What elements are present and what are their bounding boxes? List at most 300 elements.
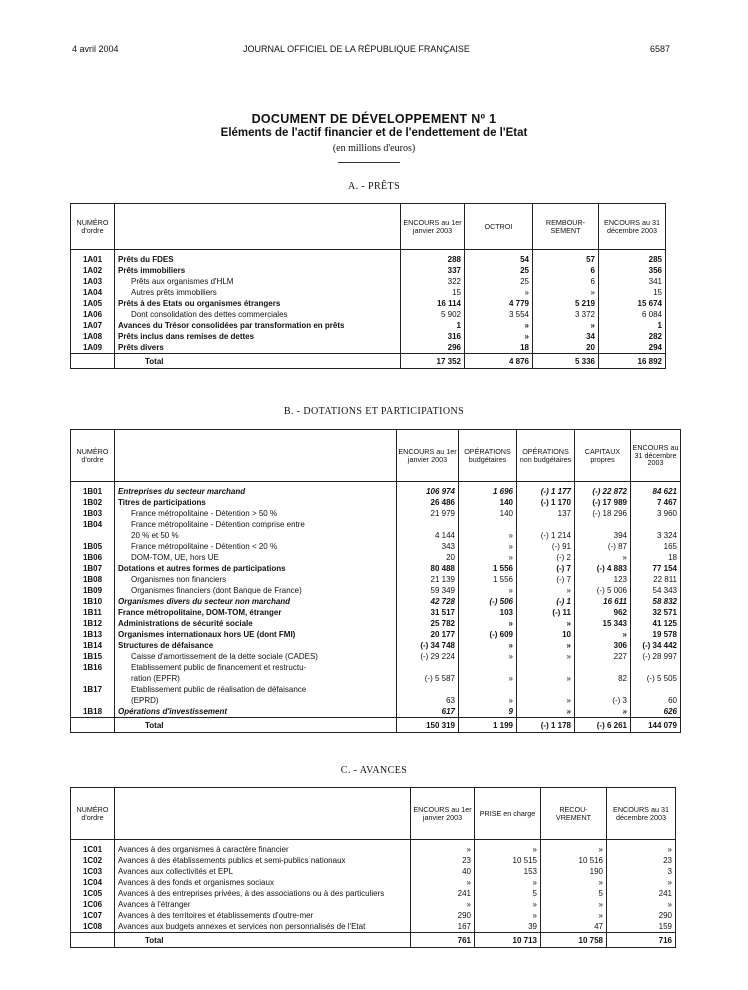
row-value: » <box>533 320 599 331</box>
row-value: 82 <box>575 673 631 684</box>
row-code: 1A05 <box>71 298 115 309</box>
row-label: Etablissement public de réalisation de défaisance <box>115 684 397 695</box>
row-value: 3 960 <box>631 508 681 519</box>
row-value: 1 556 <box>459 563 517 574</box>
row-value: 26 486 <box>397 497 459 508</box>
row-label: Dont consolidation des dettes commerciales <box>115 309 401 320</box>
table-row <box>71 276 666 287</box>
row-value <box>631 684 681 695</box>
row-value <box>397 662 459 673</box>
table-row <box>71 651 681 662</box>
row-value: (-) 1 177 <box>517 482 575 498</box>
row-value: 1 556 <box>459 574 517 585</box>
table-row <box>71 618 681 629</box>
row-value: » <box>459 651 517 662</box>
row-value: 4 779 <box>465 298 533 309</box>
row-value: 47 <box>541 921 607 933</box>
total-value: (-) 6 261 <box>575 718 631 733</box>
column-header <box>115 430 397 482</box>
row-code: 1B10 <box>71 596 115 607</box>
row-label: Avances du Trésor consolidées par transformation en prêts <box>115 320 401 331</box>
row-value: 190 <box>541 866 607 877</box>
row-code: 1B04 <box>71 519 115 530</box>
row-label: Dotations et autres formes de participations <box>115 563 397 574</box>
document-title: DOCUMENT DE DÉVELOPPEMENT Nº 1 <box>251 112 497 126</box>
row-label: Prêts inclus dans remises de dettes <box>115 331 401 342</box>
row-value: 5 <box>541 888 607 899</box>
row-value: 4 144 <box>397 530 459 541</box>
row-value: » <box>465 331 533 342</box>
table-row <box>71 910 676 921</box>
row-code: 1B06 <box>71 552 115 563</box>
row-code: 1B13 <box>71 629 115 640</box>
total-row <box>71 933 676 948</box>
row-value: 285 <box>599 250 666 266</box>
row-label: DOM-TOM, UE, hors UE <box>115 552 397 563</box>
column-header: OCTROI <box>465 204 533 250</box>
row-value <box>459 519 517 530</box>
row-value: 58 832 <box>631 596 681 607</box>
row-label: Organismes internationaux hors UE (dont FMI) <box>115 629 397 640</box>
row-value: 60 <box>631 695 681 706</box>
table-row <box>71 640 681 651</box>
row-label: Avances à des fonds et organismes sociaux <box>115 877 411 888</box>
row-code: 1A09 <box>71 342 115 354</box>
row-value: » <box>541 910 607 921</box>
row-value: 1 696 <box>459 482 517 498</box>
column-header <box>115 788 411 840</box>
total-value: 144 079 <box>631 718 681 733</box>
row-value: » <box>475 910 541 921</box>
row-value <box>459 662 517 673</box>
row-value: (-) 1 170 <box>517 497 575 508</box>
row-label: Entreprises du secteur marchand <box>115 482 397 498</box>
row-value: 25 <box>465 265 533 276</box>
row-value: (-) 1 <box>517 596 575 607</box>
row-label: Structures de défaisance <box>115 640 397 651</box>
row-value: » <box>459 552 517 563</box>
total-label: Total <box>115 718 397 733</box>
table-row <box>71 287 666 298</box>
row-label: Organismes divers du secteur non marchand <box>115 596 397 607</box>
row-value: 6 <box>533 276 599 287</box>
row-value: 241 <box>607 888 676 899</box>
row-label: Autres prêts immobiliers <box>115 287 401 298</box>
table-row <box>71 250 666 266</box>
row-value: 59 349 <box>397 585 459 596</box>
column-header: ENCOURS au 1er janvier 2003 <box>397 430 459 482</box>
row-value: 617 <box>397 706 459 718</box>
row-value: (-) 3 <box>575 695 631 706</box>
row-value: (-) 11 <box>517 607 575 618</box>
column-header: CAPITAUX propres <box>575 430 631 482</box>
table-row <box>71 673 681 684</box>
row-value: 1 <box>401 320 465 331</box>
table-row <box>71 695 681 706</box>
row-value: » <box>459 695 517 706</box>
total-code <box>71 718 115 733</box>
total-value: 150 319 <box>397 718 459 733</box>
row-value: 343 <box>397 541 459 552</box>
row-value <box>575 684 631 695</box>
row-value: 123 <box>575 574 631 585</box>
table-row <box>71 574 681 585</box>
table-row <box>71 662 681 673</box>
row-value: 165 <box>631 541 681 552</box>
row-value: 23 <box>607 855 676 866</box>
row-value: 103 <box>459 607 517 618</box>
row-label: (EPRD) <box>115 695 397 706</box>
row-value: » <box>459 585 517 596</box>
total-value: (-) 1 178 <box>517 718 575 733</box>
row-value: 241 <box>411 888 475 899</box>
table-row <box>71 706 681 718</box>
row-value: 3 554 <box>465 309 533 320</box>
row-value: 6 084 <box>599 309 666 320</box>
table-row <box>71 497 681 508</box>
row-value: 84 621 <box>631 482 681 498</box>
row-value: 1 <box>599 320 666 331</box>
row-value: 16 611 <box>575 596 631 607</box>
row-value: » <box>517 706 575 718</box>
total-row <box>71 718 681 733</box>
column-header: ENCOURS au 31 décembre 2003 <box>599 204 666 250</box>
row-value: » <box>575 552 631 563</box>
row-value: » <box>459 530 517 541</box>
row-value: » <box>517 640 575 651</box>
row-value: 962 <box>575 607 631 618</box>
table-row <box>71 563 681 574</box>
table-row <box>71 855 676 866</box>
row-value: » <box>517 673 575 684</box>
row-value: (-) 7 <box>517 574 575 585</box>
table-row <box>71 921 676 933</box>
total-value: 4 876 <box>465 354 533 369</box>
row-value: (-) 5 587 <box>397 673 459 684</box>
row-value: 7 467 <box>631 497 681 508</box>
row-value: (-) 5 505 <box>631 673 681 684</box>
row-value: » <box>575 629 631 640</box>
row-label: 20 % et 50 % <box>115 530 397 541</box>
row-value: 153 <box>475 866 541 877</box>
row-value: 31 517 <box>397 607 459 618</box>
row-value: 42 728 <box>397 596 459 607</box>
row-value: » <box>475 899 541 910</box>
row-value: » <box>411 877 475 888</box>
row-value: 290 <box>411 910 475 921</box>
table-row <box>71 508 681 519</box>
table-row <box>71 265 666 276</box>
row-label: Avances à l'étranger <box>115 899 411 910</box>
row-value: (-) 22 872 <box>575 482 631 498</box>
total-code <box>71 933 115 948</box>
table-row <box>71 519 681 530</box>
row-value: » <box>459 673 517 684</box>
row-code: 1B14 <box>71 640 115 651</box>
row-value: 34 <box>533 331 599 342</box>
dotations-table <box>70 429 681 733</box>
row-value: 106 974 <box>397 482 459 498</box>
table-row <box>71 298 666 309</box>
table-row <box>71 607 681 618</box>
header-journal: JOURNAL OFFICIEL DE LA RÉPUBLIQUE FRANÇAISE <box>243 44 470 54</box>
row-value: » <box>607 877 676 888</box>
row-value: » <box>541 877 607 888</box>
row-code: 1B18 <box>71 706 115 718</box>
total-value: 10 713 <box>475 933 541 948</box>
row-value: 15 343 <box>575 618 631 629</box>
row-code <box>71 673 115 684</box>
row-label: Caisse d'amortissement de la dette sociale (CADES) <box>115 651 397 662</box>
row-value: 167 <box>411 921 475 933</box>
row-label: Etablissement public de financement et restructu- <box>115 662 397 673</box>
row-value: (-) 506 <box>459 596 517 607</box>
row-label: Organismes non financiers <box>115 574 397 585</box>
row-value: (-) 28 997 <box>631 651 681 662</box>
row-value: » <box>575 706 631 718</box>
row-code: 1B17 <box>71 684 115 695</box>
row-value: 32 571 <box>631 607 681 618</box>
row-value: 21 979 <box>397 508 459 519</box>
row-value: 3 <box>607 866 676 877</box>
table-row <box>71 684 681 695</box>
row-value: » <box>459 618 517 629</box>
row-value: 39 <box>475 921 541 933</box>
row-value: » <box>517 585 575 596</box>
row-label: Avances aux collectivités et EPL <box>115 866 411 877</box>
row-code: 1C07 <box>71 910 115 921</box>
column-header: ENCOURS au 31 décembre 2003 <box>631 430 681 482</box>
table-row <box>71 530 681 541</box>
row-value: 3 324 <box>631 530 681 541</box>
row-value: 394 <box>575 530 631 541</box>
row-value: » <box>517 651 575 662</box>
total-label: Total <box>115 933 411 948</box>
row-value: 356 <box>599 265 666 276</box>
row-value: (-) 2 <box>517 552 575 563</box>
row-value: 19 578 <box>631 629 681 640</box>
row-label: France métropolitaine - Détention > 50 % <box>115 508 397 519</box>
row-code: 1C01 <box>71 840 115 856</box>
row-value: (-) 87 <box>575 541 631 552</box>
row-value: (-) 7 <box>517 563 575 574</box>
row-value: 282 <box>599 331 666 342</box>
row-value: 25 782 <box>397 618 459 629</box>
row-label: Prêts aux organismes d'HLM <box>115 276 401 287</box>
row-value: 322 <box>401 276 465 287</box>
row-value: (-) 91 <box>517 541 575 552</box>
row-value: 63 <box>397 695 459 706</box>
row-value: 10 516 <box>541 855 607 866</box>
table-row <box>71 342 666 354</box>
row-value: 10 <box>517 629 575 640</box>
row-value: (-) 4 883 <box>575 563 631 574</box>
row-value <box>575 519 631 530</box>
row-label: Opérations d'investissement <box>115 706 397 718</box>
row-value: 80 488 <box>397 563 459 574</box>
row-code: 1C05 <box>71 888 115 899</box>
column-header: REMBOUR-SEMENT <box>533 204 599 250</box>
row-value: 54 <box>465 250 533 266</box>
row-value: 20 <box>397 552 459 563</box>
row-value: (-) 34 748 <box>397 640 459 651</box>
row-code: 1B16 <box>71 662 115 673</box>
row-label: Organismes financiers (dont Banque de France) <box>115 585 397 596</box>
row-code: 1A08 <box>71 331 115 342</box>
avances-table <box>70 787 676 948</box>
row-value <box>631 662 681 673</box>
row-label: Prêts du FDES <box>115 250 401 266</box>
document-subtitle: Eléments de l'actif financier et de l'endettement de l'Etat <box>220 127 528 139</box>
table-row <box>71 877 676 888</box>
row-value: 137 <box>517 508 575 519</box>
row-label: France métropolitaine, DOM-TOM, étranger <box>115 607 397 618</box>
row-label: Prêts à des Etats ou organismes étrangers <box>115 298 401 309</box>
row-value: 23 <box>411 855 475 866</box>
row-value: 296 <box>401 342 465 354</box>
row-label: France métropolitaine - Détention comprise entre <box>115 519 397 530</box>
total-value: 761 <box>411 933 475 948</box>
title-rule <box>338 162 400 163</box>
row-value: » <box>541 840 607 856</box>
table-row <box>71 596 681 607</box>
row-value: 20 <box>533 342 599 354</box>
section-c-title: C. - AVANCES <box>340 765 408 776</box>
row-value: 341 <box>599 276 666 287</box>
row-label: France métropolitaine - Détention < 20 % <box>115 541 397 552</box>
row-value: » <box>541 899 607 910</box>
row-value: » <box>465 287 533 298</box>
row-code: 1C02 <box>71 855 115 866</box>
row-code: 1B15 <box>71 651 115 662</box>
row-value: 15 <box>401 287 465 298</box>
row-value: 18 <box>631 552 681 563</box>
row-value: 9 <box>459 706 517 718</box>
row-code: 1A04 <box>71 287 115 298</box>
row-label: Titres de participations <box>115 497 397 508</box>
row-value <box>517 519 575 530</box>
row-value: 140 <box>459 508 517 519</box>
row-value: (-) 29 224 <box>397 651 459 662</box>
row-value: 40 <box>411 866 475 877</box>
row-value: 54 343 <box>631 585 681 596</box>
row-value: » <box>475 877 541 888</box>
row-value: 5 <box>475 888 541 899</box>
column-header: ENCOURS au 1er janvier 2003 <box>401 204 465 250</box>
row-value: 316 <box>401 331 465 342</box>
row-value: » <box>607 840 676 856</box>
table-row <box>71 309 666 320</box>
row-label: Avances à des territoires et établissements d'outre-mer <box>115 910 411 921</box>
prets-table <box>70 203 666 369</box>
row-code: 1C03 <box>71 866 115 877</box>
row-value: » <box>465 320 533 331</box>
table-row <box>71 320 666 331</box>
row-value: (-) 34 442 <box>631 640 681 651</box>
row-code: 1A06 <box>71 309 115 320</box>
row-value: 337 <box>401 265 465 276</box>
row-value: 15 <box>599 287 666 298</box>
header-date: 4 avril 2004 <box>72 44 119 54</box>
section-b-title: B. - DOTATIONS ET PARTICIPATIONS <box>283 406 465 417</box>
row-value: 6 <box>533 265 599 276</box>
row-value: 294 <box>599 342 666 354</box>
row-value: 626 <box>631 706 681 718</box>
row-value: » <box>411 840 475 856</box>
total-value: 716 <box>607 933 676 948</box>
row-code <box>71 695 115 706</box>
row-code: 1B09 <box>71 585 115 596</box>
header-page-number: 6587 <box>650 44 671 54</box>
row-value: » <box>459 541 517 552</box>
column-header: PRISE en charge <box>475 788 541 840</box>
table-row <box>71 552 681 563</box>
row-value: 77 154 <box>631 563 681 574</box>
total-value: 16 892 <box>599 354 666 369</box>
row-value: 5 902 <box>401 309 465 320</box>
row-value <box>397 519 459 530</box>
row-code: 1B03 <box>71 508 115 519</box>
table-row <box>71 541 681 552</box>
row-label: ration (EPFR) <box>115 673 397 684</box>
row-value: 5 219 <box>533 298 599 309</box>
column-header: OPÉRATIONS non budgétaires <box>517 430 575 482</box>
row-value: » <box>517 695 575 706</box>
row-value <box>517 684 575 695</box>
total-value: 5 336 <box>533 354 599 369</box>
column-header: NUMÉRO d'ordre <box>71 204 115 250</box>
row-code: 1C06 <box>71 899 115 910</box>
row-value: » <box>475 840 541 856</box>
row-value: 290 <box>607 910 676 921</box>
column-header: RECOU-VREMENT <box>541 788 607 840</box>
row-value: » <box>411 899 475 910</box>
column-header: ENCOURS au 1er janvier 2003 <box>411 788 475 840</box>
row-value: 227 <box>575 651 631 662</box>
row-value: 57 <box>533 250 599 266</box>
total-value: 1 199 <box>459 718 517 733</box>
row-value: » <box>517 618 575 629</box>
row-code <box>71 530 115 541</box>
table-row <box>71 840 676 856</box>
row-value: » <box>607 899 676 910</box>
row-value: (-) 609 <box>459 629 517 640</box>
row-label: Prêts divers <box>115 342 401 354</box>
table-row <box>71 866 676 877</box>
total-code <box>71 354 115 369</box>
row-value: 41 125 <box>631 618 681 629</box>
row-code: 1A01 <box>71 250 115 266</box>
row-value: 18 <box>465 342 533 354</box>
row-code: 1A02 <box>71 265 115 276</box>
row-label: Avances aux budgets annexes et services non personnalisés de l'Etat <box>115 921 411 933</box>
column-header <box>115 204 401 250</box>
row-code: 1B01 <box>71 482 115 498</box>
row-value <box>459 684 517 695</box>
column-header: NUMÉRO d'ordre <box>71 430 115 482</box>
section-a-title: A. - PRÊTS <box>347 181 401 192</box>
row-code: 1B07 <box>71 563 115 574</box>
row-code: 1C08 <box>71 921 115 933</box>
row-value: 25 <box>465 276 533 287</box>
table-row <box>71 888 676 899</box>
row-code: 1B08 <box>71 574 115 585</box>
total-value: 17 352 <box>401 354 465 369</box>
row-code: 1A03 <box>71 276 115 287</box>
unit-note: (en millions d'euros) <box>332 143 416 154</box>
row-value: 3 372 <box>533 309 599 320</box>
row-code: 1B12 <box>71 618 115 629</box>
